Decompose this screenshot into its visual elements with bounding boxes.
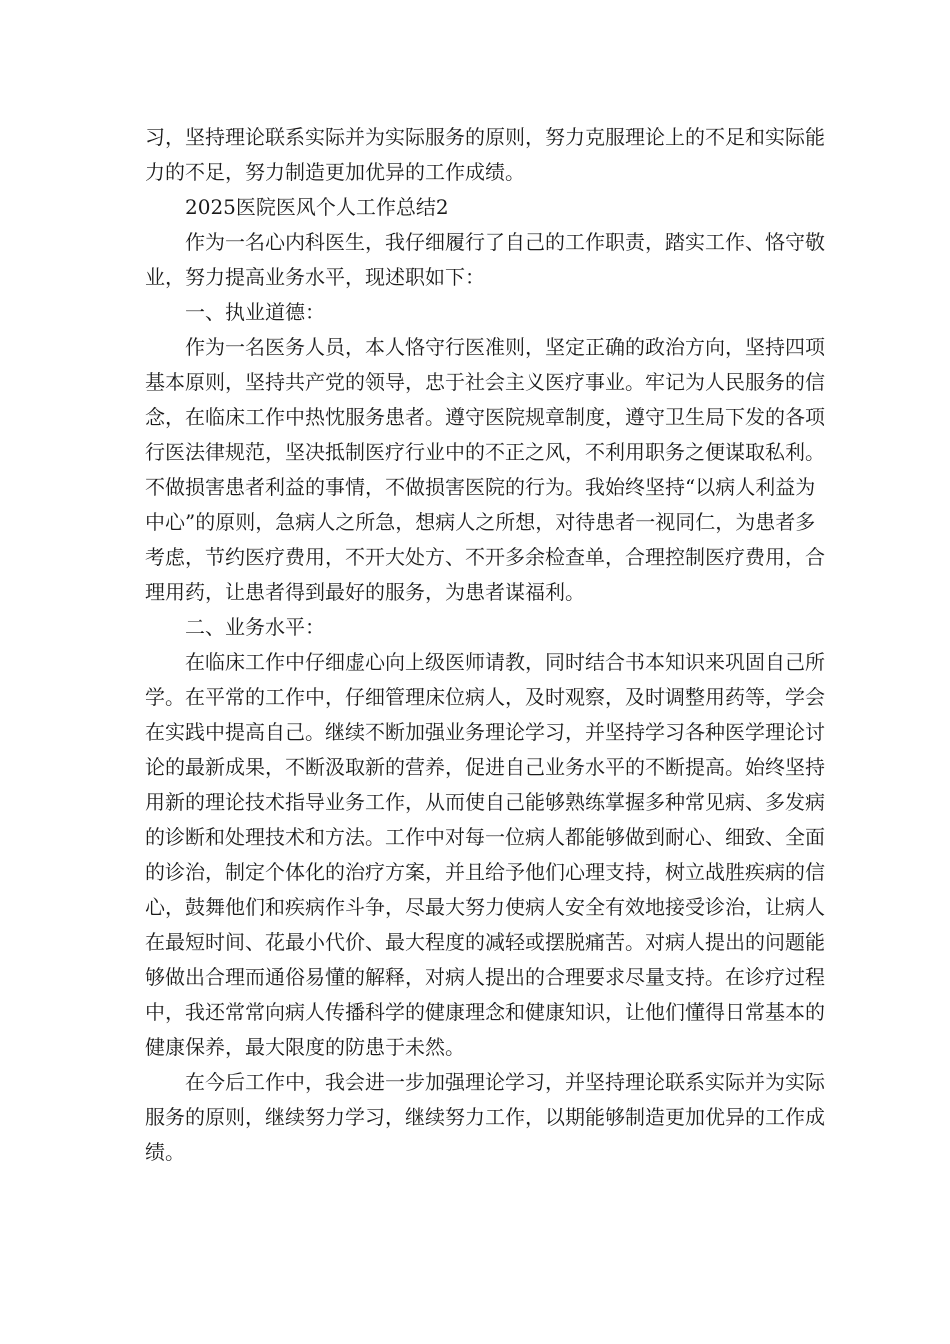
text-line: 在今后工作中，我会进一步加强理论学习，并坚持理论联系实际并为实际 (185, 1070, 825, 1094)
text-line: 作为一名心内科医生，我仔细履行了自己的工作职责，踏实工作、恪守敬 (185, 230, 825, 254)
text-line: 念，在临床工作中热忱服务患者。遵守医院规章制度，遵守卫生局下发的各项 (145, 405, 825, 429)
text-line: 服务的原则，继续努力学习，继续努力工作，以期能够制造更加优异的工作成 (145, 1105, 825, 1129)
text-line: 够做出合理而通俗易懂的解释，对病人提出的合理要求尽量支持。在诊疗过程 (145, 965, 825, 989)
text-line: 绩。 (145, 1140, 185, 1164)
text-line: 作为一名医务人员，本人恪守行医准则，坚定正确的政治方向，坚持四项 (185, 335, 825, 359)
text-line: 行医法律规范，坚决抵制医疗行业中的不正之风，不利用职务之便谋取私利。 (145, 440, 825, 464)
section-heading-skills: 二、业务水平： (185, 615, 325, 639)
text-line: 健康保养，最大限度的防患于未然。 (145, 1035, 465, 1059)
text-line: 基本原则，坚持共产党的领导，忠于社会主义医疗事业。牢记为人民服务的信 (145, 370, 825, 394)
text-line: 的诊治，制定个体化的治疗方案，并且给予他们心理支持，树立战胜疾病的信 (145, 860, 825, 884)
text-line: 力的不足，努力制造更加优异的工作成绩。 (145, 160, 525, 184)
text-line: 学。在平常的工作中，仔细管理床位病人，及时观察，及时调整用药等，学会 (145, 685, 825, 709)
text-line: 在最短时间、花最小代价、最大程度的减轻或摆脱痛苦。对病人提出的问题能 (145, 930, 825, 954)
text-line: 考虑，节约医疗费用，不开大处方、不开多余检查单，合理控制医疗费用，合 (145, 545, 825, 569)
text-line: 中，我还常常向病人传播科学的健康理念和健康知识，让他们懂得日常基本的 (145, 1000, 825, 1024)
document-page (145, 120, 825, 1170)
text-line: 习，坚持理论联系实际并为实际服务的原则，努力克服理论上的不足和实际能 (145, 125, 825, 149)
text-line: 论的最新成果，不断汲取新的营养，促进自己业务水平的不断提高。始终坚持 (145, 755, 825, 779)
text-line: 在临床工作中仔细虚心向上级医师请教，同时结合书本知识来巩固自己所 (185, 650, 825, 674)
text-line: 心，鼓舞他们和疾病作斗争，尽最大努力使病人安全有效地接受诊治，让病人 (145, 895, 825, 919)
text-line: 不做损害患者利益的事情，不做损害医院的行为。我始终坚持“以病人利益为 (145, 475, 816, 499)
text-line: 中心”的原则，急病人之所急，想病人之所想，对待患者一视同仁，为患者多 (145, 510, 816, 534)
text-line: 在实践中提高自己。继续不断加强业务理论学习，并坚持学习各种医学理论讨 (145, 720, 825, 744)
text-line: 理用药，让患者得到最好的服务，为患者谋福利。 (145, 580, 585, 604)
section-heading-ethics: 一、执业道德： (185, 300, 325, 324)
section-title: 2025医院医风个人工作总结2 (185, 195, 449, 219)
text-line: 业，努力提高业务水平，现述职如下： (145, 265, 485, 289)
text-line: 用新的理论技术指导业务工作，从而使自己能够熟练掌握多种常见病、多发病 (145, 790, 825, 814)
text-line: 的诊断和处理技术和方法。工作中对每一位病人都能够做到耐心、细致、全面 (145, 825, 825, 849)
